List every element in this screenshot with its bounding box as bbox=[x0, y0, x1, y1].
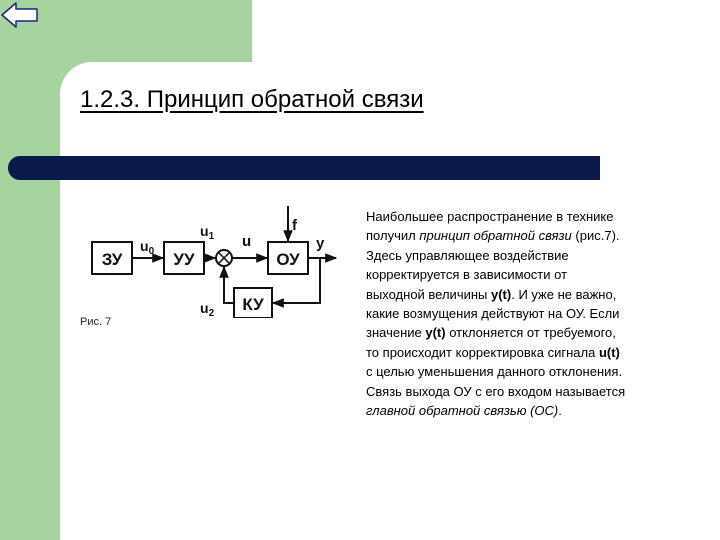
figure-caption: Рис. 7 bbox=[80, 316, 112, 328]
text-line: главной обратной связью (ОС). bbox=[366, 403, 562, 419]
signal-f-label: f bbox=[292, 217, 297, 234]
body-paragraph bbox=[366, 207, 696, 420]
signal-u0-label: $u_0$ bbox=[140, 238, 155, 257]
text-line: Здесь управляющее воздействие bbox=[366, 247, 569, 263]
block-uu-label: УУ bbox=[173, 250, 195, 269]
block-ku-label: КУ bbox=[242, 295, 264, 314]
text-line: с целью уменьшения данного отклонения. bbox=[366, 364, 623, 380]
text-line: получил принцип обратной связи (рис.7). bbox=[366, 228, 620, 244]
title-underline-bar bbox=[8, 156, 600, 180]
text-line: выходной величины y(t). И уже не важно, bbox=[366, 286, 617, 302]
text-line: то происходит корректировка сигнала u(t) bbox=[366, 344, 620, 360]
signal-u1-label: $u_1$ bbox=[200, 223, 215, 242]
signal-y-label: y bbox=[316, 235, 325, 252]
signal-u-label: u bbox=[242, 233, 252, 250]
text-line: корректируется в зависимости от bbox=[366, 267, 568, 283]
text-line: Наибольшее распространение в технике bbox=[366, 209, 614, 224]
slide-title: 1.2.3. Принцип обратной связи bbox=[80, 86, 424, 113]
block-ou-label: ОУ bbox=[276, 250, 300, 269]
text-line: значение y(t) отклоняется от требуемого, bbox=[366, 325, 616, 341]
left-green-band bbox=[0, 0, 60, 540]
back-arrow-icon[interactable] bbox=[0, 0, 40, 30]
signal-u2-label: $u_2$ bbox=[200, 300, 215, 318]
text-line: Связь выхода ОУ с его входом называется bbox=[366, 383, 626, 399]
feedback-block-diagram bbox=[78, 198, 348, 318]
block-zu-label: ЗУ bbox=[101, 250, 123, 269]
text-line: какие возмущения действуют на ОУ. Если bbox=[366, 306, 620, 322]
